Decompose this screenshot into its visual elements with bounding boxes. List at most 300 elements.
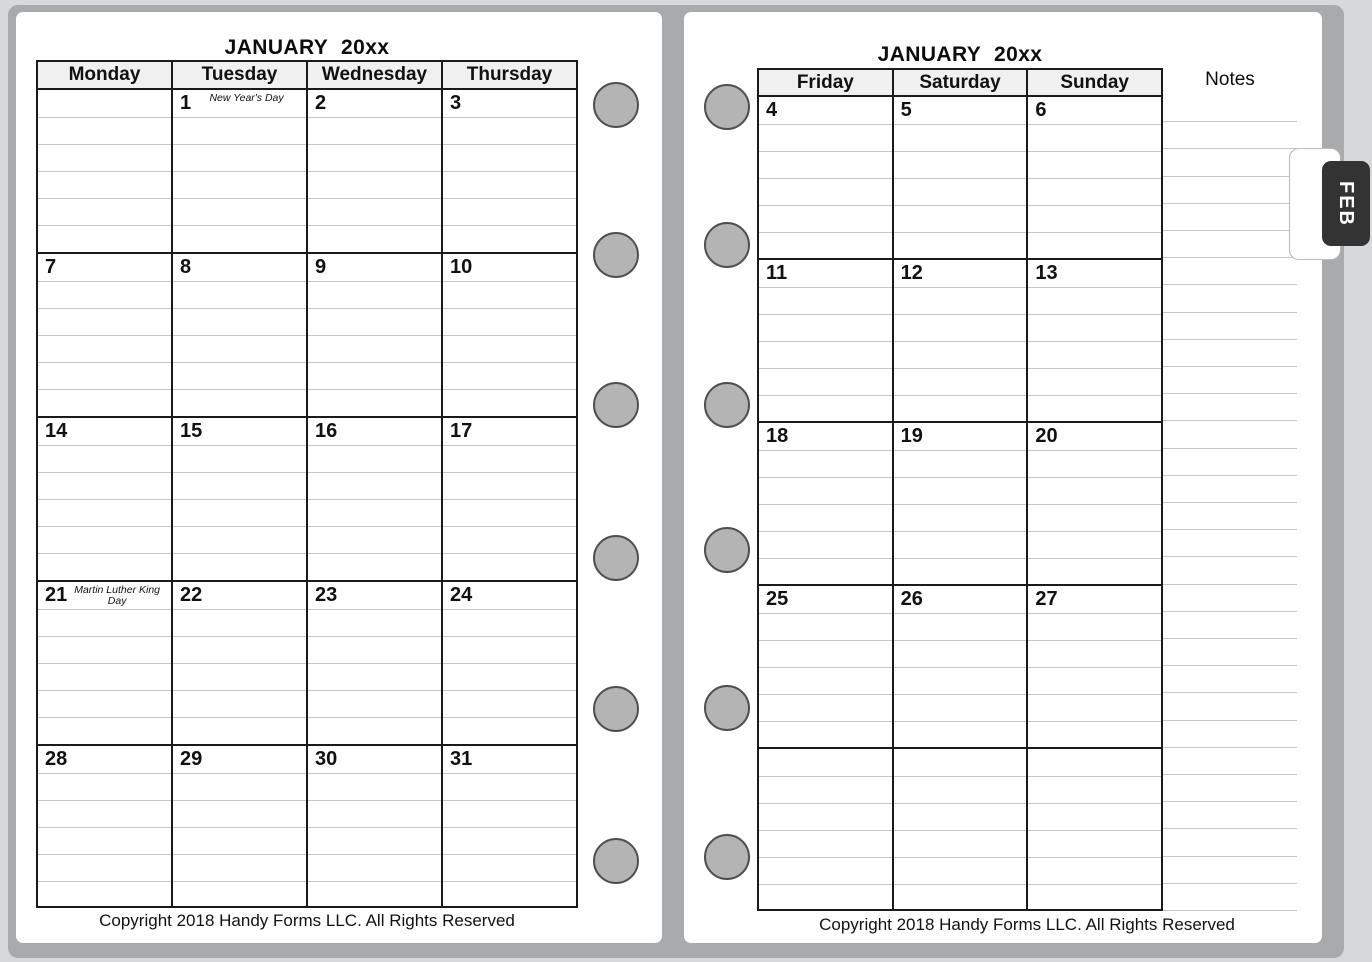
binder-hole (593, 82, 639, 128)
ruled-line (759, 531, 892, 558)
ruled-line (38, 472, 171, 499)
notes-label: Notes (1205, 69, 1255, 90)
ruled-line (1028, 803, 1161, 830)
date-row (38, 582, 171, 609)
day-cell (1028, 586, 1161, 747)
day-cell (308, 90, 443, 252)
ruled-line (1028, 613, 1161, 640)
ruled-line (173, 171, 306, 198)
ruled-line (759, 640, 892, 667)
ruled-line (443, 881, 576, 906)
ruled-line (308, 636, 441, 663)
ruled-line (38, 663, 171, 690)
ruled-line (1028, 205, 1161, 232)
date-number: 21 (45, 584, 68, 606)
day-cell (1028, 260, 1161, 421)
notes-ruled-line (1163, 692, 1297, 693)
date-number: 2 (315, 92, 327, 114)
ruled-line (443, 144, 576, 171)
ruled-line (894, 884, 1027, 909)
date-number: 29 (180, 748, 203, 770)
ruled-line (894, 613, 1027, 640)
ruled-line (173, 553, 306, 580)
ruled-line (308, 690, 441, 717)
ruled-line (308, 663, 441, 690)
ruled-line (38, 389, 171, 416)
day-cell (894, 97, 1029, 258)
ruled-line (894, 857, 1027, 884)
ruled-line (443, 281, 576, 308)
ruled-line (759, 341, 892, 368)
notes-ruled-line (1163, 121, 1297, 122)
ruled-line (38, 827, 171, 854)
notes-ruled-line (1163, 611, 1297, 612)
day-cell (173, 746, 308, 906)
date-number: 31 (450, 748, 473, 770)
date-number: 18 (766, 425, 789, 447)
date-number: 10 (450, 256, 473, 278)
ruled-line (308, 854, 441, 881)
ruled-line (759, 613, 892, 640)
date-row (759, 260, 892, 287)
ruled-line (173, 717, 306, 744)
ruled-line (38, 308, 171, 335)
day-cell (38, 254, 173, 416)
ruled-line (894, 477, 1027, 504)
ruled-line (443, 499, 576, 526)
ruled-line (38, 526, 171, 553)
ruled-line (759, 151, 892, 178)
ruled-line (308, 609, 441, 636)
ruled-line (38, 225, 171, 252)
ruled-line (38, 773, 171, 800)
notes-ruled-line (1163, 883, 1297, 884)
notes-ruled-line (1163, 828, 1297, 829)
ruled-line (38, 636, 171, 663)
ruled-line (894, 178, 1027, 205)
day-cell (443, 418, 576, 580)
weekday-header-wednesday: Wednesday (308, 62, 443, 88)
date-row (173, 254, 306, 281)
ruled-line (443, 636, 576, 663)
date-row (443, 254, 576, 281)
notes-ruled-line (1163, 176, 1297, 177)
date-row (1028, 586, 1161, 613)
ruled-line (173, 609, 306, 636)
ruled-line (173, 117, 306, 144)
ruled-line (38, 881, 171, 906)
date-row (894, 260, 1027, 287)
right-page (684, 12, 1322, 943)
day-cell (308, 418, 443, 580)
week-row (38, 582, 576, 746)
ruled-line (1028, 368, 1161, 395)
ruled-line (759, 178, 892, 205)
notes-ruled-line (1163, 584, 1297, 585)
ruled-line (443, 773, 576, 800)
ruled-line (759, 477, 892, 504)
holiday-label: Martin Luther King Day (74, 584, 161, 607)
weekday-header-tuesday: Tuesday (173, 62, 308, 88)
ruled-line (759, 694, 892, 721)
ruled-line (443, 526, 576, 553)
ruled-line (443, 663, 576, 690)
ruled-line (308, 499, 441, 526)
notes-ruled-line (1163, 312, 1297, 313)
date-number: 27 (1035, 588, 1058, 610)
ruled-line (894, 395, 1027, 421)
date-number: 4 (766, 99, 778, 121)
ruled-line (308, 827, 441, 854)
ruled-line (894, 504, 1027, 531)
day-cell (173, 90, 308, 252)
ruled-line (308, 308, 441, 335)
date-number: 25 (766, 588, 789, 610)
binder-hole (593, 232, 639, 278)
date-row (759, 749, 892, 776)
date-row (894, 749, 1027, 776)
notes-ruled-line (1163, 339, 1297, 340)
binder-hole (593, 838, 639, 884)
binder-hole (593, 382, 639, 428)
ruled-line (173, 389, 306, 416)
ruled-line (1028, 477, 1161, 504)
notes-ruled-line (1163, 148, 1297, 149)
ruled-line (759, 314, 892, 341)
ruled-line (308, 773, 441, 800)
date-number: 3 (450, 92, 462, 114)
date-number: 13 (1035, 262, 1058, 284)
notes-ruled-line (1163, 284, 1297, 285)
ruled-line (38, 198, 171, 225)
ruled-line (308, 171, 441, 198)
ruled-line (443, 472, 576, 499)
ruled-line (894, 694, 1027, 721)
date-number: 8 (180, 256, 192, 278)
date-number: 19 (900, 425, 923, 447)
date-number: 17 (450, 420, 473, 442)
day-cell (759, 260, 894, 421)
weekday-header-monday: Monday (38, 62, 173, 88)
date-row (1028, 97, 1161, 124)
ruled-line (1028, 830, 1161, 857)
date-number: 22 (180, 584, 203, 606)
notes-ruled-line (1163, 529, 1297, 530)
ruled-line (759, 368, 892, 395)
right-weekday-header-row (759, 70, 1161, 97)
ruled-line (894, 368, 1027, 395)
ruled-line (443, 445, 576, 472)
notes-ruled-line (1163, 774, 1297, 775)
ruled-line (308, 225, 441, 252)
ruled-line (38, 553, 171, 580)
day-cell (38, 746, 173, 906)
ruled-line (443, 717, 576, 744)
ruled-line (894, 287, 1027, 314)
ruled-line (38, 335, 171, 362)
ruled-line (759, 776, 892, 803)
ruled-line (308, 362, 441, 389)
ruled-line (443, 362, 576, 389)
notes-ruled-line (1163, 393, 1297, 394)
date-number: 1 (180, 92, 192, 114)
date-row (1028, 260, 1161, 287)
weekday-header-friday: Friday (759, 70, 894, 95)
date-number: 28 (45, 748, 68, 770)
ruled-line (173, 773, 306, 800)
ruled-line (173, 827, 306, 854)
ruled-line (308, 281, 441, 308)
date-row (759, 586, 892, 613)
date-row (308, 582, 441, 609)
ruled-line (759, 857, 892, 884)
feb-tab-label: FEB (1335, 180, 1357, 227)
notes-ruled-line (1163, 856, 1297, 857)
ruled-line (38, 144, 171, 171)
ruled-line (308, 717, 441, 744)
date-row (308, 418, 441, 445)
ruled-line (759, 803, 892, 830)
week-row (759, 97, 1161, 260)
ruled-line (1028, 558, 1161, 584)
date-number: 16 (315, 420, 338, 442)
ruled-line (173, 225, 306, 252)
ruled-line (38, 171, 171, 198)
ruled-line (759, 287, 892, 314)
day-cell (173, 418, 308, 580)
date-row (1028, 749, 1161, 776)
binder-hole (704, 222, 750, 268)
weekday-header-sunday: Sunday (1060, 72, 1129, 93)
ruled-line (1028, 450, 1161, 477)
ruled-line (894, 776, 1027, 803)
ruled-line (759, 667, 892, 694)
ruled-line (894, 721, 1027, 747)
ruled-line (894, 205, 1027, 232)
date-number: 6 (1035, 99, 1047, 121)
date-row (894, 423, 1027, 450)
date-number: 30 (315, 748, 338, 770)
notes-ruled-line (1163, 556, 1297, 557)
ruled-line (1028, 124, 1161, 151)
ruled-line (443, 171, 576, 198)
day-cell (443, 746, 576, 906)
day-cell (759, 97, 894, 258)
date-number: 24 (450, 584, 473, 606)
date-row (443, 418, 576, 445)
ruled-line (443, 225, 576, 252)
day-cell (1028, 97, 1161, 258)
week-row (759, 260, 1161, 423)
ruled-line (1028, 721, 1161, 747)
ruled-line (173, 445, 306, 472)
notes-ruled-line (1163, 420, 1297, 421)
ruled-line (759, 232, 892, 258)
notes-ruled-line (1163, 366, 1297, 367)
ruled-line (173, 472, 306, 499)
ruled-line (308, 881, 441, 906)
ruled-line (173, 636, 306, 663)
ruled-line (1028, 531, 1161, 558)
ruled-line (173, 881, 306, 906)
date-row (443, 90, 576, 117)
date-number: 26 (900, 588, 923, 610)
right-copyright: Copyright 2018 Handy Forms LLC. All Rights Reserved (819, 915, 1235, 934)
ruled-line (1028, 314, 1161, 341)
ruled-line (1028, 287, 1161, 314)
date-row (443, 746, 576, 773)
date-number: 20 (1035, 425, 1058, 447)
notes-ruled-line (1163, 801, 1297, 802)
ruled-line (38, 609, 171, 636)
ruled-line (38, 499, 171, 526)
day-cell (759, 749, 894, 909)
binder-hole (704, 382, 750, 428)
left-page (16, 12, 662, 943)
ruled-line (1028, 640, 1161, 667)
ruled-line (443, 335, 576, 362)
day-cell (894, 586, 1029, 747)
day-cell (894, 260, 1029, 421)
week-row (38, 746, 576, 906)
notes-ruled-line (1163, 203, 1297, 204)
day-cell (38, 582, 173, 744)
ruled-line (894, 151, 1027, 178)
day-cell (894, 423, 1029, 584)
date-row (38, 418, 171, 445)
ruled-line (443, 389, 576, 416)
date-row (38, 746, 171, 773)
date-row (308, 254, 441, 281)
left-copyright: Copyright 2018 Handy Forms LLC. All Rights Reserved (99, 911, 515, 930)
ruled-line (894, 830, 1027, 857)
date-row (308, 746, 441, 773)
ruled-line (38, 854, 171, 881)
ruled-line (759, 721, 892, 747)
ruled-line (443, 553, 576, 580)
date-number: 23 (315, 584, 338, 606)
ruled-line (308, 800, 441, 827)
ruled-line (443, 827, 576, 854)
date-row (308, 90, 441, 117)
notes-area (1163, 95, 1297, 913)
week-row (38, 254, 576, 418)
day-cell (1028, 423, 1161, 584)
day-cell (443, 90, 576, 252)
ruled-line (1028, 857, 1161, 884)
ruled-line (173, 800, 306, 827)
ruled-line (1028, 232, 1161, 258)
ruled-line (173, 499, 306, 526)
date-number: 5 (900, 99, 912, 121)
day-cell (443, 582, 576, 744)
left-page-title: JANUARY 20xx (224, 36, 390, 59)
notes-ruled-line (1163, 720, 1297, 721)
ruled-line (759, 395, 892, 421)
date-row (1028, 423, 1161, 450)
date-row (173, 418, 306, 445)
binder-hole (704, 685, 750, 731)
ruled-line (173, 690, 306, 717)
ruled-line (894, 558, 1027, 584)
ruled-line (308, 198, 441, 225)
date-row (173, 582, 306, 609)
date-row (173, 90, 306, 117)
ruled-line (38, 717, 171, 744)
ruled-line (308, 389, 441, 416)
left-calendar-grid (36, 60, 578, 908)
ruled-line (308, 335, 441, 362)
ruled-line (759, 830, 892, 857)
notes-ruled-line (1163, 448, 1297, 449)
week-row (759, 586, 1161, 749)
ruled-line (38, 690, 171, 717)
ruled-line (894, 232, 1027, 258)
date-row (443, 582, 576, 609)
day-cell (173, 254, 308, 416)
ruled-line (38, 445, 171, 472)
left-weekday-header-row (38, 62, 576, 90)
week-row (759, 749, 1161, 909)
ruled-line (443, 198, 576, 225)
ruled-line (759, 205, 892, 232)
ruled-line (173, 362, 306, 389)
ruled-line (308, 526, 441, 553)
binder-hole (593, 686, 639, 732)
ruled-line (894, 803, 1027, 830)
ruled-line (759, 558, 892, 584)
day-cell (38, 90, 173, 252)
ruled-line (173, 526, 306, 553)
date-row (759, 97, 892, 124)
ruled-line (443, 308, 576, 335)
date-row (173, 746, 306, 773)
ruled-line (308, 117, 441, 144)
ruled-line (894, 341, 1027, 368)
ruled-line (1028, 151, 1161, 178)
day-cell (443, 254, 576, 416)
binder-hole (593, 535, 639, 581)
day-cell (308, 746, 443, 906)
date-number: 12 (900, 262, 923, 284)
ruled-line (759, 884, 892, 909)
ruled-line (173, 308, 306, 335)
date-row (38, 90, 171, 117)
ruled-line (308, 472, 441, 499)
date-number: 11 (766, 262, 788, 284)
ruled-line (759, 124, 892, 151)
date-number: 9 (315, 256, 327, 278)
ruled-line (443, 800, 576, 827)
date-number: 15 (180, 420, 203, 442)
date-number: 14 (45, 420, 68, 442)
holiday-label: New Year's Day (209, 92, 284, 104)
notes-ruled-line (1163, 475, 1297, 476)
notes-ruled-line (1163, 910, 1297, 911)
ruled-line (308, 144, 441, 171)
ruled-line (173, 281, 306, 308)
date-row (38, 254, 171, 281)
right-page-title: JANUARY 20xx (877, 43, 1043, 66)
ruled-line (1028, 341, 1161, 368)
ruled-line (1028, 395, 1161, 421)
day-cell (1028, 749, 1161, 909)
ruled-line (443, 690, 576, 717)
feb-tab[interactable] (1322, 161, 1370, 246)
notes-ruled-line (1163, 638, 1297, 639)
ruled-line (173, 663, 306, 690)
ruled-line (894, 450, 1027, 477)
